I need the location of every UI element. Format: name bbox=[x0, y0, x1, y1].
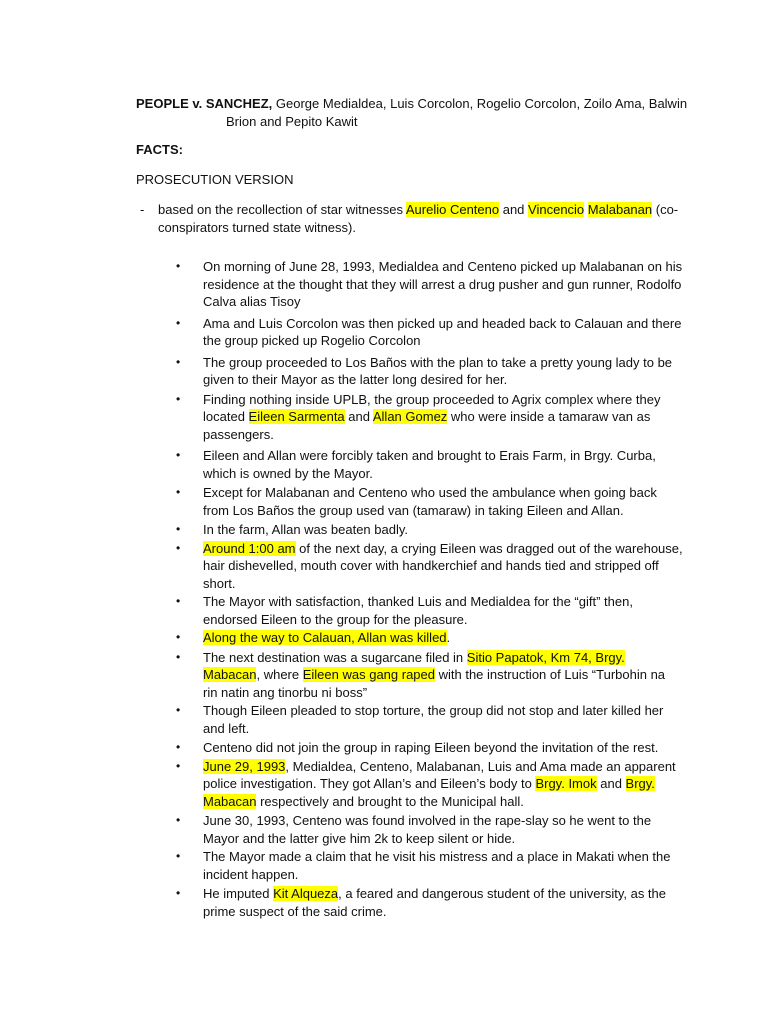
highlighted-text: Along the way to Calauan, Allan was killed bbox=[203, 630, 447, 645]
bullet-icon: • bbox=[176, 649, 181, 664]
text-segment: (co-conspirators turned state witness). bbox=[158, 202, 679, 235]
highlighted-text: June 29, 1993 bbox=[203, 758, 286, 774]
section-heading: PROSECUTION VERSION bbox=[136, 172, 294, 187]
bullet-item bbox=[0, 354, 683, 389]
bullet-icon: • bbox=[176, 485, 181, 499]
text-segment: with the instruction of Luis “Turbohin na rin natin ang tinorbu ni boss” bbox=[203, 667, 666, 700]
bullet-item bbox=[0, 521, 683, 539]
bullet-item bbox=[0, 540, 683, 593]
highlighted-text: Brgy. Imok bbox=[535, 776, 597, 791]
highlighted-text: Allan Gomez bbox=[372, 409, 448, 424]
text-segment: respectively and brought to the Municipal hall. bbox=[256, 793, 524, 809]
intro-paragraph bbox=[158, 201, 698, 237]
bullet-item bbox=[0, 649, 683, 702]
bullet-item bbox=[0, 593, 683, 628]
text-segment: , where bbox=[256, 667, 303, 682]
case-title: PEOPLE v. SANCHEZ, bbox=[136, 96, 273, 111]
bullet-icon: • bbox=[176, 813, 181, 827]
highlighted-text: Vincencio bbox=[528, 202, 585, 217]
bullet-item bbox=[0, 391, 683, 444]
highlighted-text: Sitio Papatok, Km 74, Brgy. Mabacan bbox=[203, 649, 625, 682]
highlighted-text: Malabanan bbox=[587, 202, 653, 217]
bullet-item bbox=[0, 885, 683, 920]
text-segment: Eileen and Allan were forcibly taken and brought to Erais Farm, in Brgy. Curba, which is owned by the Mayor. bbox=[203, 448, 656, 481]
text-segment: In the farm, Allan was beaten badly. bbox=[203, 522, 408, 537]
bullet-icon: • bbox=[176, 315, 181, 330]
bullet-icon: • bbox=[176, 849, 181, 863]
facts-bullet-list bbox=[0, 258, 768, 920]
intro-dash: - bbox=[140, 202, 145, 217]
text-segment: who were inside a tamaraw van as passengers. bbox=[203, 409, 651, 442]
facts-heading: FACTS: bbox=[136, 142, 183, 157]
text-segment: The next destination was a sugarcane filed in bbox=[203, 649, 467, 665]
text-segment: Except for Malabanan and Centeno who used the ambulance when going back from Los Baños the group used van (tamaraw) in taking Eileen and Allan. bbox=[203, 485, 657, 518]
bullet-icon: • bbox=[176, 740, 181, 754]
text-segment: On morning of June 28, 1993, Medialdea and Centeno picked up Malabanan on his residence at the thought that they will arrest a drug pusher and gun runner, Rodolfo Calva alias Tisoy bbox=[203, 259, 683, 309]
bullet-item bbox=[0, 758, 683, 811]
bullet-icon: • bbox=[176, 391, 181, 406]
highlighted-text: Eileen was gang raped bbox=[302, 667, 435, 682]
bullet-icon: • bbox=[176, 703, 181, 717]
case-parties: George Medialdea, Luis Corcolon, Rogelio Corcolon, Zoilo Ama, Balwin bbox=[272, 96, 688, 111]
text-segment: and bbox=[499, 202, 529, 217]
bullet-icon: • bbox=[176, 886, 181, 900]
bullet-item bbox=[0, 484, 683, 519]
text-segment: The Mayor with satisfaction, thanked Luis and Medialdea for the “gift” then, endorsed Eileen to the group for the pleasure. bbox=[203, 594, 633, 627]
bullet-item bbox=[0, 629, 683, 647]
bullet-icon: • bbox=[176, 630, 181, 644]
text-segment: and bbox=[596, 776, 626, 791]
text-segment: Though Eileen pleaded to stop torture, the group did not stop and later killed her and left. bbox=[203, 703, 664, 736]
text-segment: , Medialdea, Centeno, Malabanan, Luis and Ama made an apparent police investigation. They got Allan’s and Eileen’s body to bbox=[203, 758, 676, 791]
text-segment: based on the recollection of star witnesses bbox=[158, 202, 406, 217]
bullet-icon: • bbox=[176, 354, 181, 369]
bullet-icon: • bbox=[176, 594, 181, 608]
text-segment: Centeno did not join the group in raping Eileen beyond the invitation of the rest. bbox=[203, 740, 659, 755]
highlighted-text: Around 1:00 am bbox=[203, 540, 296, 556]
highlighted-text: Eileen Sarmenta bbox=[248, 409, 345, 424]
bullet-icon: • bbox=[176, 259, 181, 273]
bullet-item bbox=[0, 739, 683, 757]
text-segment: June 30, 1993, Centeno was found involved in the rape-slay so he went to the Mayor and the latter give him 2k to keep silent or hide. bbox=[203, 813, 652, 846]
text-segment: of the next day, a crying Eileen was dragged out of the warehouse, hair dishevelled, mouth cover with handkerchief and hands tied and stripped off short. bbox=[203, 540, 683, 591]
bullet-item bbox=[0, 315, 683, 350]
case-title-line bbox=[136, 95, 696, 113]
text-segment: . bbox=[446, 630, 451, 645]
text-segment: and bbox=[344, 409, 373, 424]
bullet-icon: • bbox=[176, 522, 181, 536]
text-segment: Finding nothing inside UPLB, the group proceeded to Agrix complex where they located bbox=[203, 391, 661, 424]
highlighted-text: Aurelio Centeno bbox=[405, 202, 500, 217]
text-segment: Ama and Luis Corcolon was then picked up and headed back to Calauan and there the group picked up Rogelio Corcolon bbox=[203, 315, 682, 348]
bullet-item bbox=[0, 702, 683, 737]
text-segment: He imputed bbox=[203, 886, 274, 901]
bullet-item bbox=[0, 258, 683, 311]
bullet-item bbox=[0, 848, 683, 883]
bullet-item bbox=[0, 812, 683, 847]
text-segment: The group proceeded to Los Baños with the plan to take a pretty young lady to be given to their Mayor as the latter long desired for her. bbox=[203, 354, 673, 387]
text-segment: , a feared and dangerous student of the university, as the prime suspect of the said crime. bbox=[203, 886, 667, 919]
bullet-icon: • bbox=[176, 758, 181, 773]
case-parties-continued: Brion and Pepito Kawit bbox=[226, 114, 358, 129]
highlighted-text: Brgy. Mabacan bbox=[203, 776, 655, 809]
bullet-icon: • bbox=[176, 540, 181, 555]
bullet-item bbox=[0, 447, 683, 482]
text-segment: The Mayor made a claim that he visit his mistress and a place in Makati when the incident happen. bbox=[203, 849, 671, 882]
bullet-icon: • bbox=[176, 448, 181, 462]
highlighted-text: Kit Alqueza bbox=[273, 886, 339, 901]
